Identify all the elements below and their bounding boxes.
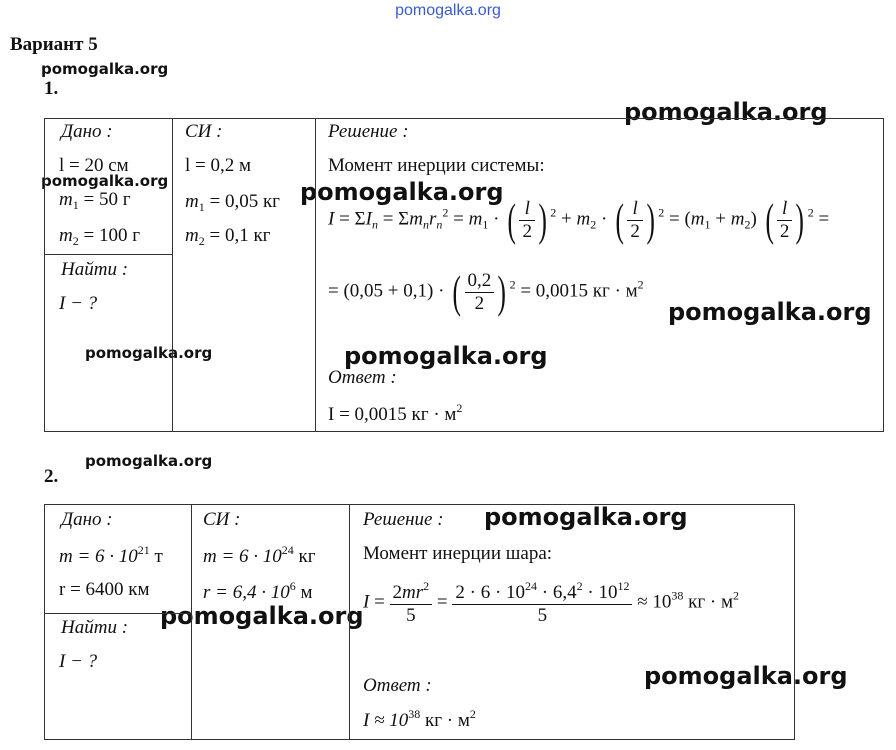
si-m1: $m_1 = 0,05$ кг [185, 191, 280, 214]
given-m2: $m_2 = 100$ г [59, 225, 140, 248]
si-label: СИ : [203, 509, 241, 530]
problem-2-table [44, 504, 795, 740]
find-label: Найти : [61, 617, 129, 638]
given-label: Дано : [61, 509, 113, 530]
watermark: pomogalka.org [300, 178, 504, 206]
watermark: pomogalka.org [160, 602, 364, 630]
problem-2-number: 2. [44, 466, 59, 487]
watermark: pomogalka.org [344, 342, 548, 370]
find-label: Найти : [61, 259, 129, 280]
given-m1: $m_1 = 50$ г [59, 189, 131, 212]
site-header-link[interactable]: pomogalka.org [395, 2, 501, 19]
watermark: pomogalka.org [624, 98, 828, 126]
problem-1-number: 1. [44, 78, 59, 99]
solution-label: Решение : [363, 509, 444, 530]
solution-label: Решение : [328, 121, 409, 142]
problem-1-table [44, 118, 884, 432]
answer-label: Ответ : [363, 675, 432, 696]
given-r: r = 6400 км [59, 579, 150, 600]
watermark: pomogalka.org [41, 60, 169, 78]
given-l: l = 20 см [59, 155, 129, 176]
solution-heading: Момент инерции шара: [363, 543, 553, 564]
answer-label: Ответ : [328, 367, 397, 388]
watermark: pomogalka.org [484, 503, 688, 531]
si-r: $r = 6,4 \cdot 10^6$ м [203, 579, 313, 603]
watermark: pomogalka.org [41, 172, 169, 190]
formula-line-1: $I = \Sigma I_n = \Sigma m_nr_n^2 = m_1$ · ( $\frac{l}{2}$ ) $^2 + m_2$ · ( $\frac{l}{2}$ ) $^2 = (m_1 + m_2)$ ( $\frac{l}{2}$ ) $^2$ = [328, 194, 830, 245]
answer-value: $I \approx 10^{38}$ кг · $м^2$ [363, 707, 476, 731]
watermark: pomogalka.org [668, 298, 872, 326]
si-label: СИ : [185, 121, 223, 142]
watermark: pomogalka.org [85, 452, 213, 470]
find-value: I − ? [59, 293, 98, 314]
find-value: I − ? [59, 651, 98, 672]
si-l: l = 0,2 м [185, 155, 252, 176]
watermark: pomogalka.org [644, 662, 848, 690]
si-m2: $m_2 = 0,1$ кг [185, 225, 271, 248]
given-label: Дано : [61, 121, 113, 142]
solution-heading: Момент инерции системы: [328, 155, 545, 176]
watermark: pomogalka.org [85, 344, 213, 362]
si-m: $m = 6 \cdot 10^{24}$ кг [203, 543, 316, 567]
formula-line-2: = (0,05 + 0,1) · ( $\frac{0,2}{2}$ ) $^2$ = 0,0015 кг · $м^2$ [328, 266, 644, 317]
given-m: $m = 6 \cdot 10^{21}$ т [59, 543, 163, 567]
formula-line-1: I = $\frac{2mr^2}{5}$ = $\frac{2 \cdot 6 \cdot 10^{24} \cdot 6,4^2 \cdot 10^{12}}{5}$ ≈ $10^{38}$ кг · $м^2$ [363, 579, 740, 626]
variant-title: Вариант 5 [10, 34, 98, 55]
answer-value: I = 0,0015 кг · $м^2$ [328, 401, 463, 425]
